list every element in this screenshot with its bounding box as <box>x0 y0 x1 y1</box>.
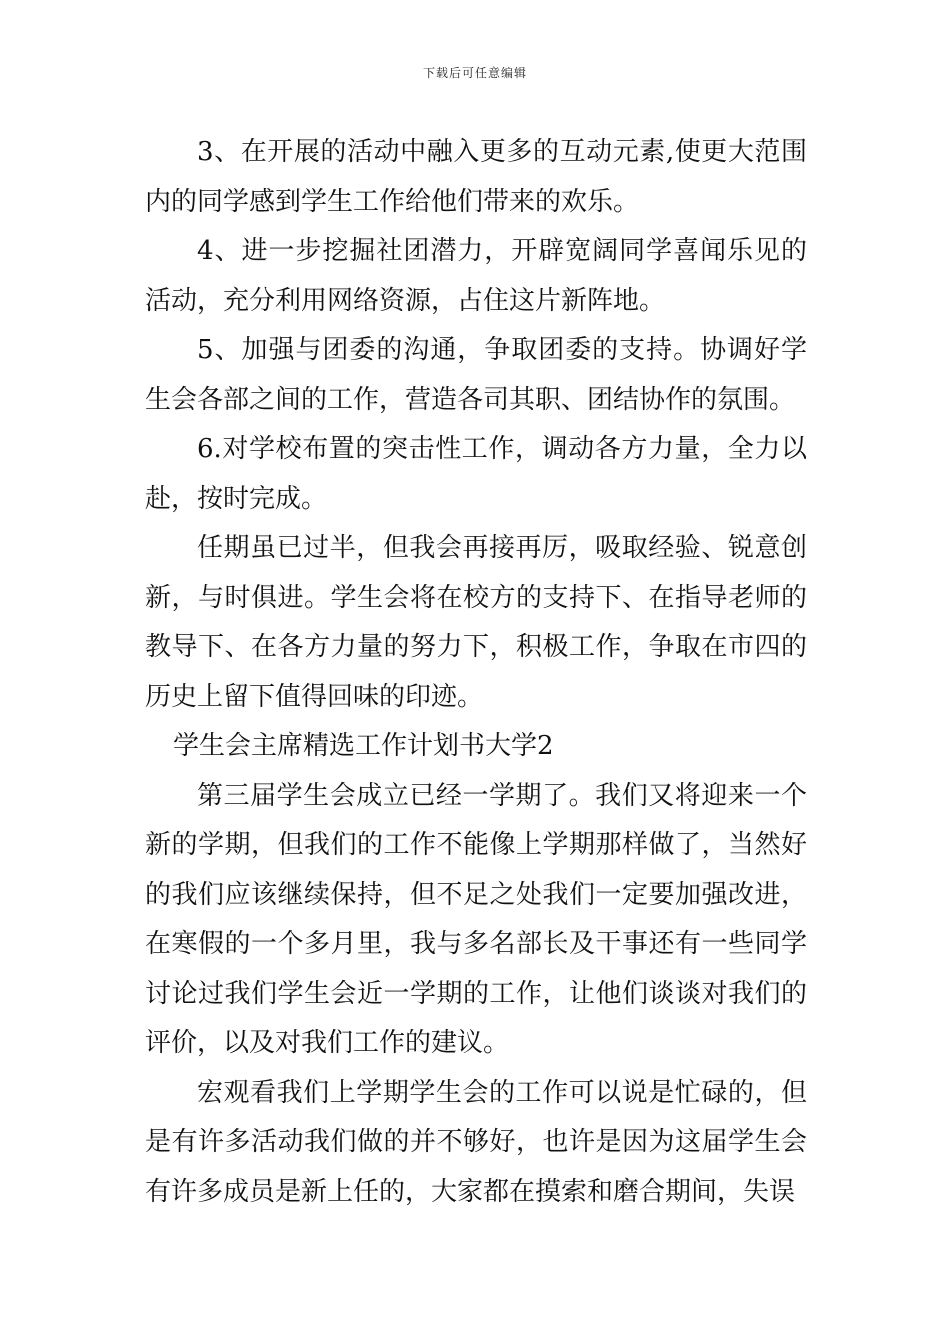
document-body <box>145 128 807 1217</box>
paragraph-summary: 任期虽已过半，但我会再接再厉，吸取经验、锐意创新，与时俱进。学生会将在校方的支持下、在指导老师的教导下、在各方力量的努力下，积极工作，争取在市四的历史上留下值得回味的印迹。 <box>145 533 807 712</box>
page-header-note: 下载后可任意编辑 <box>422 66 527 80</box>
section-paragraph-intro: 第三届学生会成立已经一学期了。我们又将迎来一个新的学期，但我们的工作不能像上学期那样做了，当然好的我们应该继续保持，但不足之处我们一定要加强改进，在寒假的一个多月里，我与多名部长及干事还有一些同学讨论过我们学生会近一学期的工作，让他们谈谈对我们的评价，以及对我们工作的建议。 <box>145 780 807 1058</box>
paragraph-item-3: 3、在开展的活动中融入更多的互动元素,使更大范围内的同学感到学生工作给他们带来的欢乐。 <box>145 137 807 217</box>
paragraph-item-5: 5、加强与团委的沟通，争取团委的支持。协调好学生会各部之间的工作，营造各司其职、团结协作的氛围。 <box>145 335 807 415</box>
paragraph-item-6: 6.对学校布置的突击性工作，调动各方力量，全力以赴，按时完成。 <box>145 434 807 514</box>
paragraph-item-4: 4、进一步挖掘社团潜力，开辟宽阔同学喜闻乐见的活动，充分利用网络资源，占住这片新阵地。 <box>145 236 807 316</box>
section-paragraph-review: 宏观看我们上学期学生会的工作可以说是忙碌的，但是有许多活动我们做的并不够好，也许是因为这届学生会有许多成员是新上任的，大家都在摸索和磨合期间，失误 <box>145 1077 807 1207</box>
section-title: 学生会主席精选工作计划书大学2 <box>173 731 554 761</box>
